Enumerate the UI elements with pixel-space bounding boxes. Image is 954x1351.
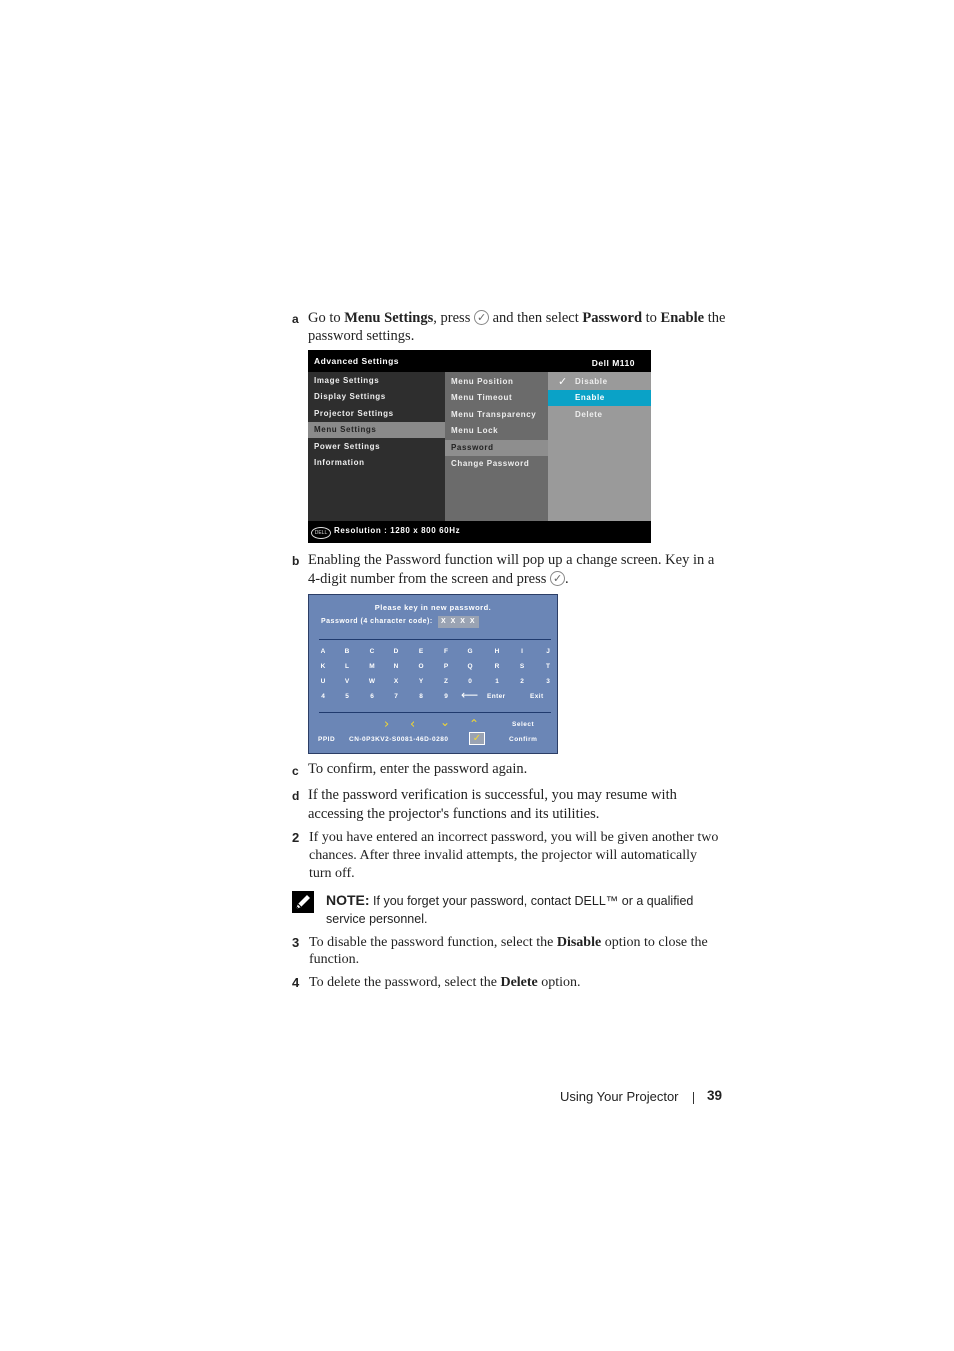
key[interactable]: 1 — [495, 678, 499, 685]
footer-divider — [693, 1092, 694, 1104]
enable-term: Enable — [660, 310, 705, 326]
key[interactable]: T — [546, 663, 550, 670]
ppid-label: PPID — [318, 736, 336, 743]
key[interactable]: 4 — [321, 693, 325, 700]
step-a-line2: password settings. — [308, 328, 415, 344]
osd-option-disable[interactable]: ✓ Disable — [558, 375, 608, 388]
osd-main-menu — [308, 372, 445, 521]
osd-menu-item-image-settings[interactable]: Image Settings — [314, 376, 380, 385]
backspace-icon[interactable]: ⟵ — [461, 688, 479, 702]
checkmark-icon: ✓ — [558, 375, 568, 388]
password-entry-screenshot — [308, 594, 558, 754]
key[interactable]: S — [519, 663, 525, 670]
key[interactable]: G — [467, 648, 473, 655]
note-label: NOTE: — [326, 892, 370, 908]
enter-key[interactable]: Enter — [487, 693, 506, 700]
key[interactable]: Y — [418, 678, 424, 685]
osd-title: Advanced Settings — [314, 356, 400, 366]
chevron-up-icon: ⌃ — [469, 717, 480, 731]
osd-submenu-password[interactable]: Password — [445, 440, 548, 456]
osd-submenu-menu-timeout[interactable]: Menu Timeout — [451, 393, 513, 402]
confirm-label: Confirm — [509, 736, 538, 743]
step-c-letter: c — [292, 764, 299, 778]
menu-settings-term: Menu Settings — [344, 310, 434, 326]
key[interactable]: O — [418, 663, 424, 670]
step-3-line1: To disable the password function, select the Disable option to close the — [309, 935, 708, 950]
chevron-left-icon: ‹ — [410, 717, 416, 732]
exit-key[interactable]: Exit — [530, 693, 544, 700]
step-b-letter: b — [292, 554, 300, 568]
password-keypad — [309, 648, 557, 708]
key[interactable]: H — [494, 648, 500, 655]
chevron-right-icon: › — [384, 717, 390, 732]
divider — [319, 712, 551, 713]
key[interactable]: J — [546, 648, 550, 655]
osd-submenu-menu-position[interactable]: Menu Position — [451, 377, 514, 386]
osd-submenu-menu-lock[interactable]: Menu Lock — [451, 426, 499, 435]
key[interactable]: R — [494, 663, 500, 670]
key[interactable]: U — [320, 678, 326, 685]
footer-section-title: Using Your Projector — [560, 1089, 679, 1104]
key[interactable]: M — [369, 663, 375, 670]
select-button-icon — [550, 571, 565, 586]
key[interactable]: P — [443, 663, 449, 670]
key[interactable]: 6 — [370, 693, 374, 700]
step-3-number: 3 — [292, 935, 300, 950]
key[interactable]: X — [393, 678, 399, 685]
key[interactable]: 8 — [419, 693, 423, 700]
step-a-letter: a — [292, 312, 299, 326]
step-d-line2: accessing the projector's functions and its utilities. — [308, 806, 600, 822]
password-code-field[interactable]: X X X X — [438, 616, 479, 628]
key[interactable]: V — [344, 678, 350, 685]
key[interactable]: E — [418, 648, 424, 655]
key[interactable]: Z — [444, 678, 448, 685]
osd-menu-item-information[interactable]: Information — [314, 458, 365, 467]
key[interactable]: B — [344, 648, 350, 655]
step-a-line1: Go to Menu Settings, press ✓ and then select Password to Enable the — [308, 309, 725, 327]
key[interactable]: N — [393, 663, 399, 670]
step-d-line1: If the password verification is successful, you may resume with — [308, 787, 677, 803]
key[interactable]: F — [444, 648, 448, 655]
key[interactable]: Q — [467, 663, 473, 670]
osd-resolution: Resolution : 1280 x 800 60Hz — [334, 526, 461, 535]
select-button-icon — [474, 310, 489, 325]
step-2-line2: chances. After three invalid attempts, the projector will automatically — [309, 848, 697, 863]
step-2-number: 2 — [292, 830, 300, 845]
osd-advanced-settings-screenshot — [308, 350, 651, 543]
key[interactable]: L — [345, 663, 349, 670]
key[interactable]: K — [320, 663, 326, 670]
ppid-value: CN-0P3KV2-S0081-46D-0280 — [349, 736, 449, 743]
step-2-line3: turn off. — [309, 866, 355, 881]
osd-model: Dell M110 — [591, 358, 635, 368]
step-4-number: 4 — [292, 975, 300, 990]
disable-term: Disable — [556, 935, 602, 950]
osd-options — [548, 372, 651, 521]
confirm-check-icon[interactable]: ✓ — [469, 732, 485, 745]
key[interactable]: C — [369, 648, 375, 655]
note-text: NOTE: If you forget your password, contact DELL™ or a qualified service personnel. — [326, 892, 694, 926]
step-d-letter: d — [292, 789, 300, 803]
osd-submenu — [445, 372, 548, 521]
osd-menu-item-power-settings[interactable]: Power Settings — [314, 442, 381, 451]
osd-menu-item-display-settings[interactable]: Display Settings — [314, 392, 386, 401]
password-prompt-title: Please key in new password. — [374, 603, 492, 612]
osd-status-bar — [308, 521, 651, 543]
step-c-text: To confirm, enter the password again. — [308, 761, 528, 777]
note-pencil-icon — [292, 891, 314, 913]
step-2-line1: If you have entered an incorrect password, you will be given another two — [309, 830, 719, 845]
key[interactable]: 0 — [468, 678, 472, 685]
password-term: Password — [582, 310, 643, 326]
osd-menu-item-menu-settings[interactable]: Menu Settings — [308, 422, 445, 438]
step-3-line2: function. — [309, 952, 360, 967]
password-label: Password (4 character code): — [321, 618, 433, 625]
step-b-line2: 4-digit number from the screen and press ✓. — [308, 570, 569, 588]
page-number: 39 — [707, 1088, 723, 1103]
key[interactable]: D — [393, 648, 399, 655]
select-label: Select — [512, 721, 535, 728]
osd-submenu-change-password[interactable]: Change Password — [451, 459, 530, 468]
key[interactable]: 5 — [345, 693, 349, 700]
osd-option-enable[interactable]: Enable — [548, 390, 651, 406]
chevron-down-icon: ⌄ — [440, 715, 451, 729]
key[interactable]: 2 — [520, 678, 524, 685]
osd-menu-item-projector-settings[interactable]: Projector Settings — [314, 409, 394, 418]
dell-logo: DELL — [311, 527, 331, 539]
key[interactable]: A — [320, 648, 326, 655]
key[interactable]: I — [521, 648, 523, 655]
key[interactable]: 7 — [394, 693, 398, 700]
key[interactable]: 9 — [444, 693, 448, 700]
step-b-line1: Enabling the Password function will pop up a change screen. Key in a — [308, 552, 715, 568]
step-4-text: To delete the password, select the Delete option. — [309, 975, 581, 990]
osd-submenu-menu-transparency[interactable]: Menu Transparency — [451, 410, 537, 419]
divider — [319, 639, 551, 640]
key[interactable]: W — [368, 678, 376, 685]
delete-term: Delete — [500, 975, 538, 990]
key[interactable]: 3 — [546, 678, 550, 685]
osd-option-delete[interactable]: Delete — [575, 410, 603, 419]
